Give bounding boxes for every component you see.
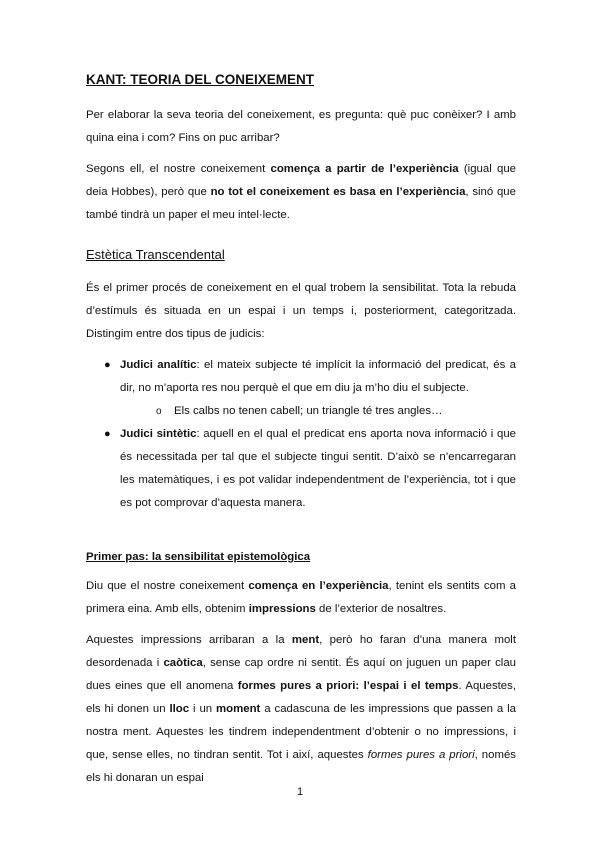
text-run: : aquell en el qual el predicat ens aporta nova informació i que és necessitada per tal que el subjecte tingui sentit. D’això se n’encarregaran les matemàtiques, i es pot validar independentment de l’experiència, tot i que es pot comprovar d’aquesta manera. [120, 428, 516, 509]
page-number: 1 [296, 786, 304, 798]
text-run: i un [189, 703, 217, 715]
section-heading: Estètica Transcendental [86, 247, 225, 262]
text-run: , només els hi donaran un espai [86, 749, 516, 784]
judgement-list [86, 354, 516, 515]
bold-text: lloc [169, 703, 190, 715]
text-run: , sinó que també tindrà un paper el meu intel·lecte. [86, 186, 516, 221]
circle-bullet-icon: o [156, 406, 162, 417]
bold-text: Judici sintètic [120, 428, 197, 440]
bold-text: moment [216, 703, 261, 715]
text-run: Diu que el nostre coneixement [86, 580, 249, 592]
text-run: (igual que deia Hobbes), però que [86, 163, 516, 198]
bold-text: comença en l’experiència [248, 580, 389, 592]
text-run: , sense cap ordre ni sentit. És aquí on juguen un paper clau dues eines que ell anomena [86, 657, 516, 692]
bold-text: formes pures a priori: l’espai i el temps [237, 680, 459, 692]
text-run: de l’exterior de nosaltres. [315, 603, 447, 615]
paragraph-sensibility: És el primer procés de coneixement en el qual trobem la sensibilitat. Tota la rebuda d’estímuls és situada en un espai i un temps i, posteriorment, categoritzada. Distingim entre dos tipus de judicis: [86, 282, 516, 340]
document-body [86, 70, 516, 798]
text-run: a cadascuna de les impressions que passen a la nostra ment. Aquestes les tindrem independentment d’obtenir o no impressions, i que, sense elles, no tindran sentit. Tot i així, aquestes [86, 703, 516, 761]
text-run: , tenint els sentits com a primera eina. Amb ells, obtenim [86, 580, 516, 615]
sub-list-item [120, 400, 516, 423]
bullet-icon: ● [104, 359, 111, 371]
text-run: Segons ell, el nostre coneixement [86, 163, 271, 175]
paragraph-experience [86, 158, 516, 227]
text-run: . Aquestes, els hi donen un [86, 680, 517, 715]
bold-text: impressions [248, 603, 316, 615]
paragraph-first-step [86, 575, 516, 621]
text-run: : el mateix subjecte té implícit la informació del predicat, és a dir, no m’aporta res nou perquè el que em diu ja m’ho diu el subjecte. [120, 359, 516, 394]
bold-text: no tot el coneixement es basa en l’experiència [210, 186, 466, 198]
text-run: Aquestes impressions arribaran a la [86, 634, 292, 646]
bullet-icon: ● [104, 428, 111, 440]
list-item-analytic [86, 354, 516, 423]
text-run: Els calbs no tenen cabell; un triangle té tres angles… [174, 405, 443, 417]
bold-text: comença a partir de l’experiència [270, 163, 459, 175]
paragraph-forms [86, 629, 516, 790]
italic-text: formes pures a priori [367, 749, 475, 761]
list-item-synthetic [86, 423, 516, 515]
document-title: KANT: TEORIA DEL CONEIXEMENT [86, 72, 315, 87]
subsection-heading: Primer pas: la sensibilitat epistemològica [86, 551, 311, 563]
bold-text: Judici analític [120, 359, 197, 371]
sub-list [120, 400, 516, 423]
bold-text: ment [291, 634, 320, 646]
paragraph-intro: Per elaborar la seva teoria del coneixement, es pregunta: què puc conèixer? I amb quina eina i com? Fins on puc arribar? [86, 109, 516, 144]
text-run: , però ho faran d’una manera molt desordenada i [86, 634, 516, 669]
bold-text: caòtica [163, 657, 203, 669]
